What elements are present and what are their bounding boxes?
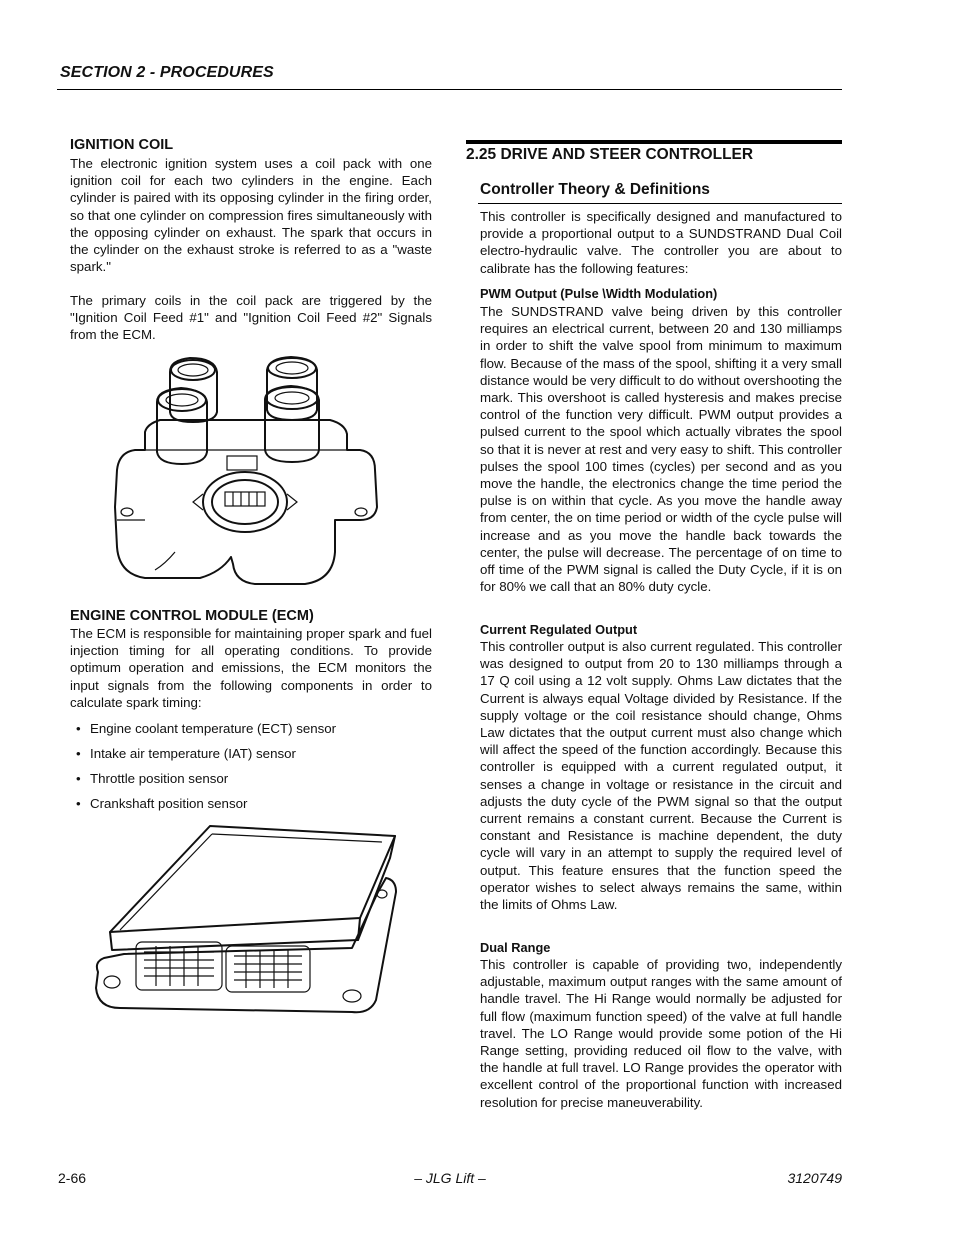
dual-range-heading: Dual Range xyxy=(480,940,551,955)
section-header: SECTION 2 - PROCEDURES xyxy=(60,64,274,81)
current-regulated-para: This controller output is also current regulated. This controller was designed to output from 20 to 130 milliamps through a 17 Q coil using a 12 volt supply. Ohms Law dictates that the Current is always equal Voltage divided by Resistance. If the supply voltage or the coil resistance should change, Ohms Law dictates that the output current must also change which will affect the speed of the function accordingly. Because this controller is equipped with a current regulated output, it senses a change in voltage or resistance in the circuit and adjusts the duty cycle of the PWM signal so that the output current remains a constant current. Because the Current is constant and Resistance is machine dependent, the duty cycle will vary in an attempt to supply the required level of output. This feature ensures that the function speed the operator wishes to select always remains the same, within the limits of Ohms Law. xyxy=(480,639,842,913)
list-item: • Throttle position sensor xyxy=(70,766,432,791)
list-item: • Engine coolant temperature (ECT) sensor xyxy=(70,716,432,741)
ecm-para: The ECM is responsible for maintaining proper spark and fuel injection timing for all operating conditions. To provide optimum operation and emissions, the ECM monitors the input signals from the following components in order to calculate spark timing: xyxy=(70,626,432,710)
page-number: 2-66 xyxy=(58,1170,87,1186)
subsection-rule xyxy=(478,203,842,204)
intro-para: This controller is specifically designed and manufactured to provide a proportional output to a SUNDSTRAND Dual Coil electro-hydraulic valve. The controller you are about to calibrate has the following features: xyxy=(480,209,842,276)
section-title: 2.25 DRIVE AND STEER CONTROLLER xyxy=(466,146,754,163)
footer-brand: – JLG Lift – xyxy=(414,1170,486,1186)
pwm-heading: PWM Output (Pulse \Width Modulation) xyxy=(480,286,718,301)
ignition-coil-heading: IGNITION COIL xyxy=(70,137,174,153)
section-title-rule xyxy=(466,140,842,144)
pwm-para: The SUNDSTRAND valve being driven by this controller requires an electrical current, between 20 and 130 milliamps in order to shift the valve spool from minimum to maximum flow. Because of the mass of the spool, shifting it a very small distance would be very difficult to do without overshooting the mark. This overshoot is called hysteresis and makes precise control of the function very difficult. PWM output provides a pulsed current to the spool which actually vibrates the spool so that it is never at rest and very easy to shift. This controller pulses the spool 100 times (cycles) per second and as you move the handle, the electronics change the time period the pulse is on within that cycle. As you move the handle away from center, the on time period or width of the cycle pulse will increase and as you move the handle back towards the center, the pulse will decrease. The percentage of on time to off time of the PWM signal is called the Duty Cycle, if it is on for 80% we call that an 80% duty cycle. xyxy=(480,304,842,595)
ecm-heading: ENGINE CONTROL MODULE (ECM) xyxy=(70,608,314,624)
current-regulated-heading: Current Regulated Output xyxy=(480,622,638,637)
list-item: • Intake air temperature (IAT) sensor xyxy=(70,741,432,766)
ignition-coil-para-2: The primary coils in the coil pack are triggered by the "Ignition Coil Feed #1" and "Ignition Coil Feed #2" Signals from the ECM. xyxy=(70,293,432,343)
ecm-sensor-list xyxy=(70,716,432,816)
subsection-title: Controller Theory & Definitions xyxy=(480,181,710,198)
header-rule xyxy=(57,89,842,90)
ecm-module-illustration xyxy=(90,822,400,1014)
ignition-coil-para-1: The electronic ignition system uses a coil pack with one ignition coil for each two cylinders in the engine. Each cylinder is paired with its opposing cylinder in the firing order, so that one cylinder on compression fires simultaneously with the opposing cylinder on exhaust. The spark that occurs in the cylinder on the exhaust stroke is referred to as a "waste spark." xyxy=(70,156,432,275)
list-item: • Crankshaft position sensor xyxy=(70,791,432,816)
coil-pack-illustration xyxy=(105,352,385,592)
document-number: 3120749 xyxy=(787,1170,842,1186)
dual-range-para: This controller is capable of providing two, independently adjustable, maximum output ranges with the same amount of handle travel. The Hi Range would normally be adjusted for full flow (maximum function speed) of the valve at full handle travel. The LO Range would provide some potion of the Hi Range setting, providing reduced oil flow to the valve, with the handle at full travel. LO Range provides the operator with excellent control of the proportional function with increased resolution for precise maneuverability. xyxy=(480,957,842,1110)
